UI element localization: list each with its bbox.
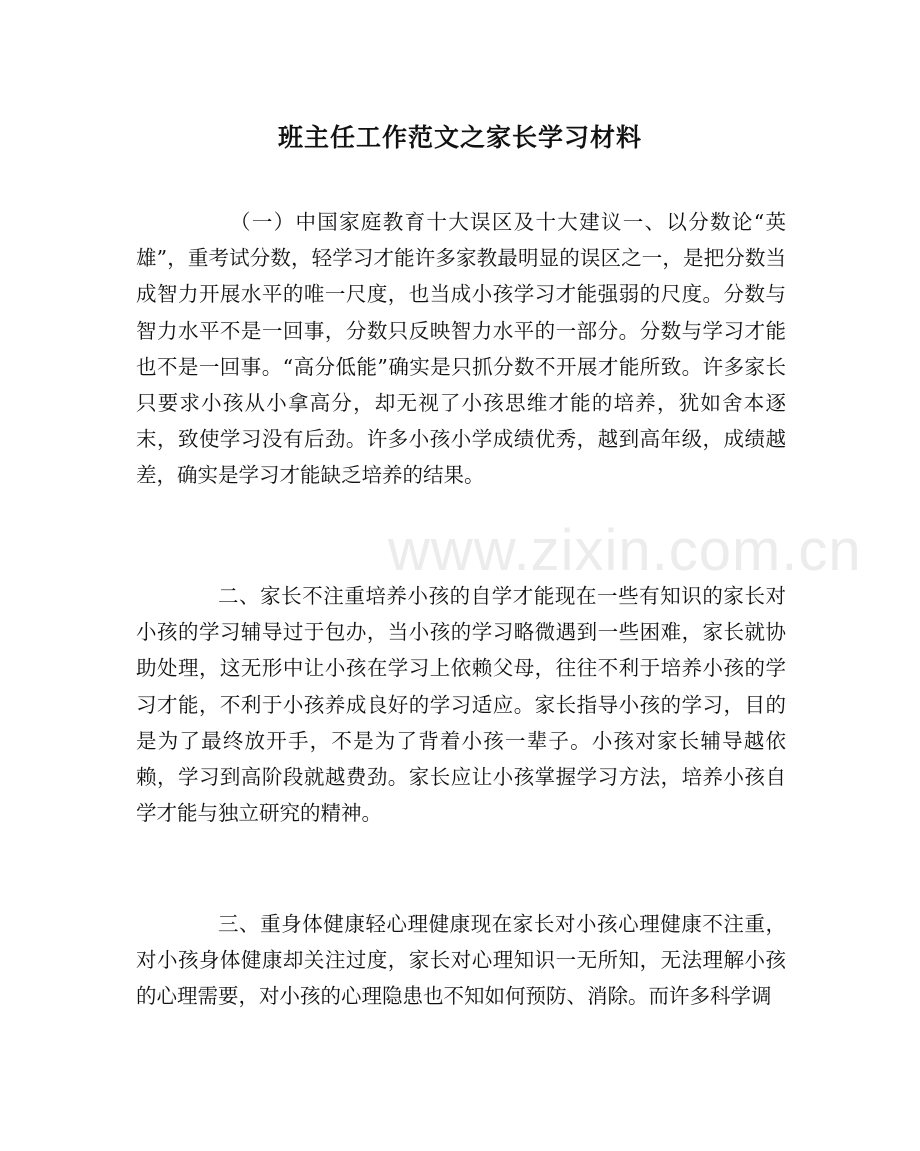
paragraph-1: （一）中国家庭教育十大误区及十大建议一、以分数论“英雄”，重考试分数，轻学习才能许多家教最明显的误区之一，是把分数当成智力开展水平的唯一尺度，也当成小孩学习才能强弱的尺度。分数与智力水平不是一回事，分数只反映智力水平的一部分。分数与学习才能也不是一回事。“高分低能”确实是只抓分数不开展才能所致。许多家长只要求小孩从小拿高分，却无视了小孩思维才能的培养，犹如舍本逐末，致使学习没有后劲。许多小孩小学成绩优秀，越到高年级，成绩越差，确实是学习才能缺乏培养的结果。 — [136, 210, 786, 488]
paragraph-3: 三、重身体健康轻心理健康现在家长对小孩心理健康不注重，对小孩身体健康却关注过度，家长对心理知识一无所知，无法理解小孩的心理需要，对小孩的心理隐患也不知如何预防、消除。而许多科学调 — [136, 912, 786, 1009]
document-title: 班主任工作范文之家长学习材料 — [277, 123, 642, 152]
watermark: www.zixin.com.cn — [388, 518, 862, 583]
paragraph-2: 二、家长不注重培养小孩的自学才能现在一些有知识的家长对小孩的学习辅导过于包办，当小孩的学习略微遇到一些困难，家长就协助处理，这无形中让小孩在学习上依赖父母，往往不利于培养小孩的学习才能，不利于小孩养成良好的学习适应。家长指导小孩的学习，目的是为了最终放开手，不是为了背着小孩一辈子。小孩对家长辅导越依赖，学习到高阶段就越费劲。家长应让小孩掌握学习方法，培养小孩自学才能与独立研究的精神。 — [136, 584, 786, 826]
